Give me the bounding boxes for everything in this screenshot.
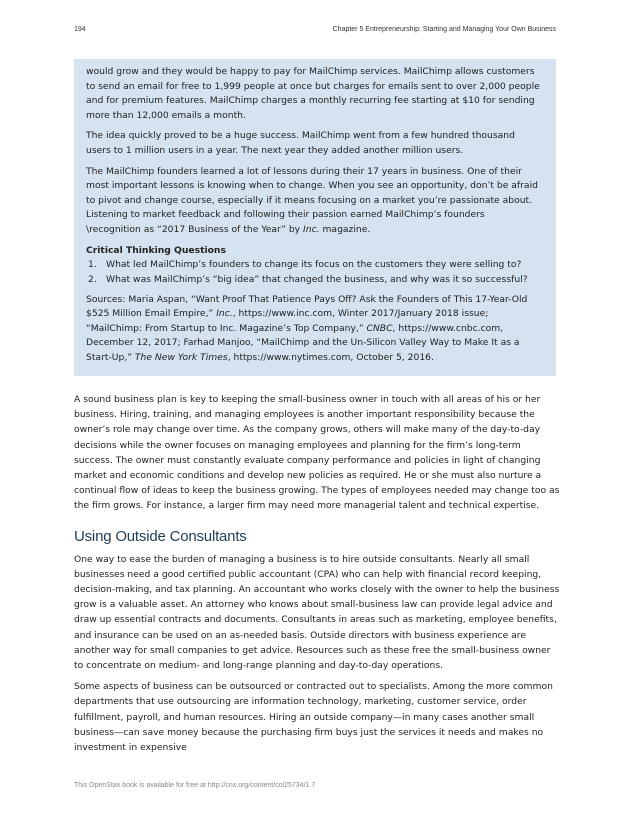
sources-text: , https://www.cnbc.com, December 12, 2017; Farhad Manjoo, “MailChimp and the Un-Silicon Valley Way to Make It as a Start-Up,” bbox=[86, 322, 520, 363]
publication-name: The New York Times bbox=[134, 351, 228, 363]
question-text: What led MailChimp’s founders to change its focus on the customers they were selling to? bbox=[106, 258, 522, 270]
page-number: 194 bbox=[74, 26, 86, 33]
body-paragraph: A sound business plan is key to keeping the small-business owner in touch with all areas of his or her business. Hiring, training, and managing employees is another important responsibility because the owner’s role may change over time. As the company grows, others will make many of the day-to-day decisions while the owner focuses on managing employees and planning for the firm’s long-term success. The owner must constantly evaluate company performance and policies in light of changing market and economic conditions and develop new policies as required. He or she must also nurture a continual flow of ideas to keep the business growing. The types of employees needed may change too as the firm grows. For instance, a larger firm may need more managerial talent and technical expertise. bbox=[74, 394, 560, 512]
body-paragraph: One way to ease the burden of managing a business is to hire outside consultants. Nearly all small businesses need a good certified public accountant (CPA) who can help with financial record keeping, decision-making, and tax planning. An accountant who works closely with the owner to help the business grow is a valuable asset. An attorney who knows about small-business law can provide legal advice and draw up essential contracts and documents. Consultants in areas such as marketing, employee benefits, and insurance can be used on an as-needed basis. Outside directors with business experience are another way for small companies to get advice. Resources such as these free the small-business owner to concentrate on medium- and long-range planning and day-to-day operations. bbox=[74, 553, 560, 672]
section-heading: Using Outside Consultants bbox=[74, 527, 247, 545]
feature-text: The MailChimp founders learned a lot of lessons during their 17 years in business. One of their most important lessons is knowing when to change. When you see an opportunity, don’t be afraid to pivot and change course, especially if it means focusing on a market you’re passionate about. Listening to market feedback and following their passion earned MailChimp’s founders \recognition as “2017 Business of the Year” by bbox=[86, 165, 538, 235]
sources-paragraph bbox=[86, 293, 542, 366]
feature-text: magazine. bbox=[319, 223, 371, 235]
main-content bbox=[74, 392, 562, 761]
feature-paragraph: would grow and they would be happy to pay for MailChimp services. MailChimp allows customers to send an email for free to 1,999 people at once but charges for emails sent to over 2,000 people and for premium features. MailChimp charges a monthly recurring fee starting at $10 for sending more than 12,000 emails a month. bbox=[86, 66, 540, 121]
question-list bbox=[86, 257, 542, 287]
feature-paragraph bbox=[86, 165, 542, 238]
question-number: 1. bbox=[88, 258, 97, 270]
feature-box bbox=[74, 59, 556, 376]
question-item bbox=[86, 272, 542, 287]
critical-thinking-heading: Critical Thinking Questions bbox=[86, 244, 226, 256]
feature-paragraph: The idea quickly proved to be a huge success. MailChimp went from a few hundred thousand users to 1 million users in a year. The next year they added another million users. bbox=[86, 130, 515, 156]
publication-name: Inc. bbox=[216, 308, 233, 320]
footer-note: This OpenStax book is available for free at http://cnx.org/content/col25734/1.7 bbox=[74, 782, 316, 789]
publication-name: CNBC bbox=[366, 322, 393, 334]
sources-text: Sources: Maria Aspan, “Want Proof That Patience Pays Off? Ask the Founders of This 17-Year-Old $525 Million Email Empire,” bbox=[86, 293, 528, 320]
sources-text: , https://www.nytimes.com, October 5, 2016. bbox=[227, 351, 434, 363]
publication-name: Inc. bbox=[303, 223, 320, 235]
question-item bbox=[86, 257, 542, 272]
body-paragraph: Some aspects of business can be outsourced or contracted out to specialists. Among the more common departments that use outsourcing are information technology, marketing, customer service, order fulfillment, payroll, and human resources. Hiring an outside company—in many cases another small business—can save money because the purchasing firm buys just the services it needs and makes no investment in expensive bbox=[74, 681, 553, 754]
question-number: 2. bbox=[88, 273, 97, 285]
chapter-title: Chapter 5 Entrepreneurship: Starting and Managing Your Own Business bbox=[332, 26, 556, 33]
question-text: What was MailChimp’s “big idea” that changed the business, and why was it so successful? bbox=[106, 273, 528, 285]
sources-text: , https://www.inc.com, Winter 2017/January 2018 issue; “MailChimp: From Startup to Inc. Magazine’s Top Company,” bbox=[86, 308, 489, 334]
